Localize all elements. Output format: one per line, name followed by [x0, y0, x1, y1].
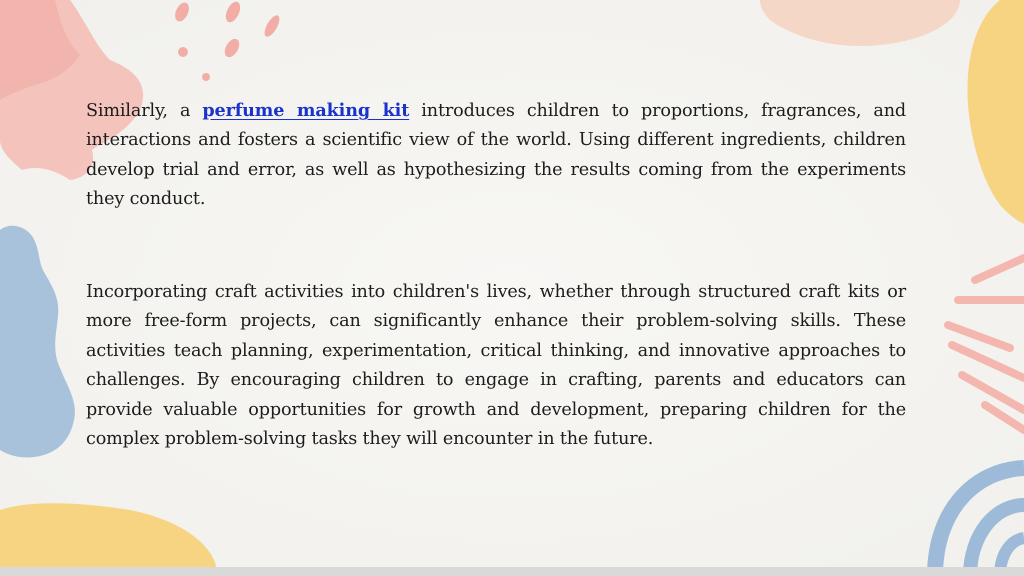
yellow-bottom-blob: [0, 503, 216, 576]
yellow-blob: [967, 0, 1024, 224]
paragraph-perfume-kit: [86, 96, 906, 215]
paragraph-text: [86, 96, 906, 215]
paragraph-text: Incorporating craft activities into children's lives, whether through structured craft kits or more free-form projects, can significantly enhance their problem-solving skills. These activities teach planning, experimentation, critical thinking, and innovative approaches to challenges. By encouraging children to engage in crafting, parents and educators can provide valuable opportunities for growth and development, preparing children for the complex problem-solving tasks they will encounter in the future.: [86, 282, 906, 450]
bottom-bar: [0, 567, 1024, 576]
text-before-link: Similarly, a: [86, 101, 203, 121]
blue-rainbow-arcs: [935, 468, 1024, 576]
perfume-making-kit-link[interactable]: perfume making kit: [202, 100, 410, 121]
pink-dash-strokes: [172, 0, 282, 81]
blue-wave-shape: [0, 226, 75, 458]
peach-blob: [760, 0, 960, 46]
paragraph-craft-activities: [86, 278, 906, 454]
pink-stripe-marks: [948, 258, 1024, 430]
text-after-link: introduces children to proportions, fragrances, and interactions and fosters a scientific view of the world. Using different ingredients, children develop trial and error, as well as hypothesizing the results coming from the experiments they conduct.: [86, 101, 906, 210]
